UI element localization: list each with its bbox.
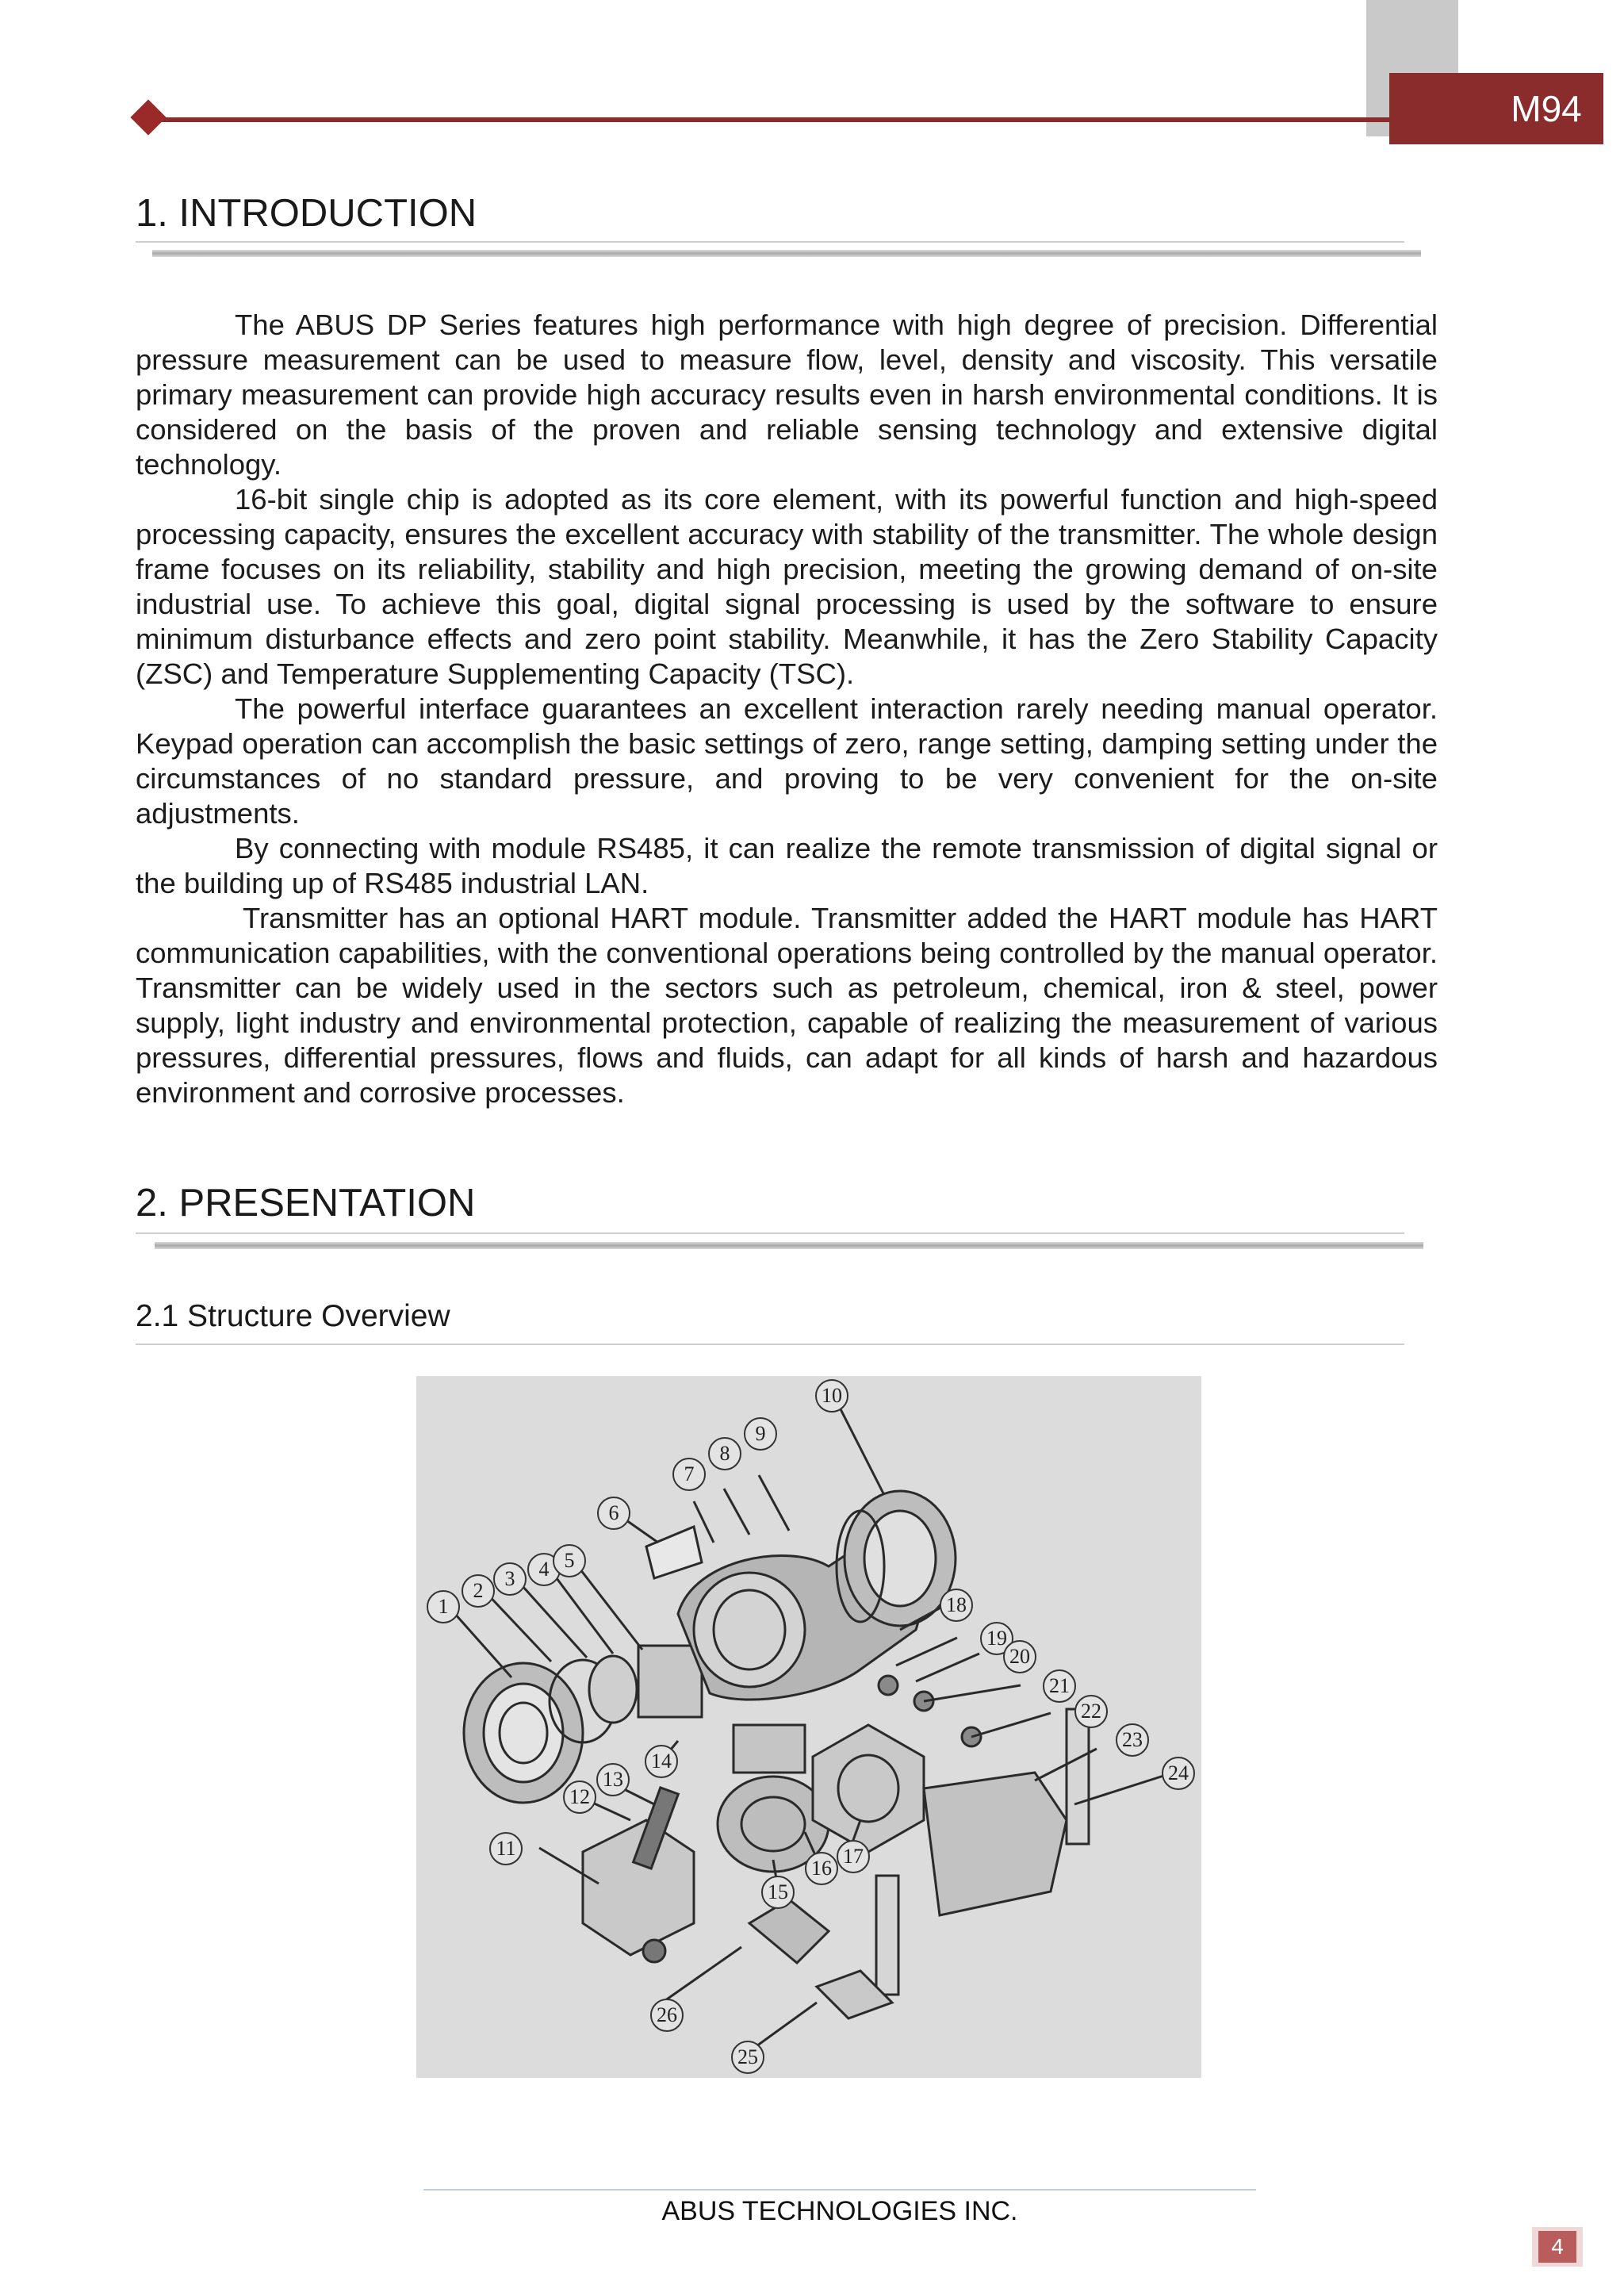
callout-3-label: 3 [493,1562,527,1596]
callout-14 [645,1745,678,1778]
callout-4-label: 4 [527,1553,561,1586]
callout-17-label: 17 [837,1840,870,1873]
callout-15 [761,1876,795,1909]
callout-26-label: 26 [650,1999,684,2032]
callout-17 [837,1840,870,1873]
callout-16 [805,1852,838,1885]
callout-14-label: 14 [645,1745,678,1778]
callout-23-label: 23 [1116,1723,1149,1757]
callout-11 [489,1832,523,1865]
callout-20 [1003,1640,1036,1673]
subsection-title-structure-overview: 2.1 Structure Overview [136,1299,450,1333]
callout-8-label: 8 [708,1437,741,1470]
paragraph: By connecting with module RS485, it can realize the remote transmission of digital signal or the building up of RS485 industrial LAN. [136,832,1438,899]
callout-11-label: 11 [489,1832,523,1865]
paragraph: The ABUS DP Series features high performance with high degree of precision. Differential pressure measurement can be used to measure flow, level, density and viscosity. This versatile primary measurement can provide high accuracy results even in harsh environmental conditions. It is considered on the basis of the proven and reliable sensing technology and extensive digital technology. [136,309,1438,481]
callout-10 [815,1379,848,1412]
callout-26 [650,1999,684,2032]
callout-6 [597,1497,630,1530]
callout-25-label: 25 [731,2041,764,2074]
callout-2 [462,1574,495,1608]
header-tab-label: M94 [1511,88,1582,129]
callout-5 [553,1544,586,1577]
section-title-presentation: 2. PRESENTATION [136,1182,476,1225]
section-rule [136,1232,1404,1234]
callout-7-label: 7 [672,1458,706,1491]
callout-22-label: 22 [1074,1695,1108,1728]
subsection-rule [136,1343,1404,1345]
callout-23 [1116,1723,1149,1757]
callout-3 [493,1562,527,1596]
callout-6-label: 6 [597,1497,630,1530]
callout-2-label: 2 [462,1574,495,1608]
page-number: 4 [1538,2231,1576,2263]
callout-21-label: 21 [1043,1669,1076,1703]
callout-24 [1162,1757,1195,1790]
paragraph: The powerful interface guarantees an excellent interaction rarely needing manual operator. Keypad operation can accomplish the basic settings of zero, range setting, damping setting under the circumstances of no standard pressure, and proving to be very convenient for the on-site adjustments. [136,692,1438,830]
footer-company-name: ABUS TECHNOLOGIES INC. [661,2196,1018,2226]
callout-13-label: 13 [596,1763,630,1796]
callout-10-label: 10 [815,1379,848,1412]
header-rule [151,117,1411,122]
introduction-body [136,308,1438,1110]
header-diamond-icon [130,99,166,135]
callout-25 [731,2041,764,2074]
callout-9 [744,1417,777,1451]
callout-21 [1043,1669,1076,1703]
callout-22 [1074,1695,1108,1728]
section-rule-shadow [152,250,1421,257]
callout-7 [672,1458,706,1491]
section-title-introduction: 1. INTRODUCTION [136,192,477,235]
callout-8 [708,1437,741,1470]
callout-20-label: 20 [1003,1640,1036,1673]
callout-5-label: 5 [553,1544,586,1577]
callout-9-label: 9 [744,1417,777,1451]
callout-19-label: 19 [980,1622,1013,1655]
callout-13 [596,1763,630,1796]
paragraph: Transmitter has an optional HART module. Transmitter added the HART module has HART communication capabilities, with the conventional operations being controlled by the manual operator. Transmitter can be widely used in the sectors such as petroleum, chemical, iron & steel, power supply, light industry and environmental protection, capable of realizing the measurement of various pressures, differential pressures, flows and fluids, can adapt for all kinds of harsh and hazardous environment and corrosive processes. [136,902,1438,1109]
paragraph: 16-bit single chip is adopted as its core element, with its powerful function and high-speed processing capacity, ensures the excellent accuracy with stability of the transmitter. The whole design frame focuses on its reliability, stability and high precision, meeting the growing demand of on-site industrial use. To achieve this goal, digital signal processing is used by the software to ensure minimum disturbance effects and zero point stability. Meanwhile, it has the Zero Stability Capacity (ZSC) and Temperature Supplementing Capacity (TSC). [136,483,1438,690]
footer-rule [423,2189,1256,2191]
callout-12 [563,1780,596,1814]
callout-24-label: 24 [1162,1757,1195,1790]
callout-12-label: 12 [563,1780,596,1814]
section-rule [136,241,1404,243]
exploded-view-figure [416,1376,1201,2078]
callout-1 [427,1590,460,1623]
section-rule-shadow [155,1242,1423,1249]
callout-15-label: 15 [761,1876,795,1909]
callout-18-label: 18 [940,1589,973,1622]
callout-18 [940,1589,973,1622]
callout-1-label: 1 [427,1590,460,1623]
callout-16-label: 16 [805,1852,838,1885]
